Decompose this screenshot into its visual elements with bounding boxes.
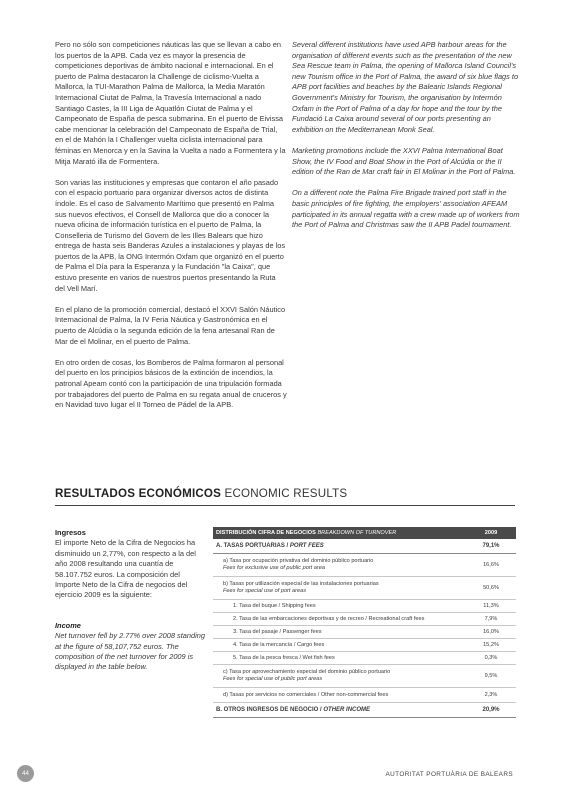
table-header-label: DISTRIBUCIÓN CIFRA DE NEGOCIOS BREAKDOWN OF TURNOVER	[216, 530, 397, 536]
section-heading	[55, 487, 515, 500]
paragraph: Pero no sólo son competiciones náuticas las que se llevan a cabo en los puertos de la APB. Cada vez es mayor la presencia de competiciones deportivas de ámbito nacional e internacional. En el puerto de Palma destacaron la Challenge de ciclismo-Vuelta a Mallorca, la TUI-Marathon Palma de Mallorca, la Media Maratón Internacional Ciutat de Palma, la Travesía Internacional a nado Santiago Castes, la III Liga de Aquatlón Ciutat de Palma y el Campeonato de España de pesca submarina. En el puerto de Eivissa cabe mencionar la celebración del Campeonato de España de Trial, en el de Mahón la I Challenger vuelta ciclista internacional para féminas en Menorca y en la Savina la Vuelta a nado a Formentera y la Mitja Marató illa de Formentera.	[55, 40, 286, 166]
english-text-column	[292, 40, 522, 241]
intro-heading-es: Ingresos	[55, 528, 86, 537]
table-row: 2. Tasa de las embarcaciones deportivas y de recreo / Recreational craft fees 7,9%	[213, 613, 516, 626]
section-title-es: RESULTADOS ECONÓMICOS	[55, 487, 222, 500]
intro-text-en: Net turnover fell by 2.77% over 2008 standing at the figure of 58,107,752 euros. The composition of the net turnover for 2009 is displayed in the table below.	[55, 631, 205, 672]
paragraph: En otro orden de cosas, los Bomberos de Palma formaron al personal del puerto en los principios básicos de la extinción de incendios, la patronal Apeam contó con la participación de una tripulación formada por trabajadores del puerto de Palma en su regata anual de cruceros y en Navidad tuvo lugar el II Torneo de Pádel de la APB.	[55, 357, 287, 410]
turnover-table	[213, 527, 516, 718]
paragraph: Several different institutions have used APB harbour areas for the organisation of different events such as the presentation of the new Sea Rescue team in Palma, the opening of Mallorca Island Council's new Tourism office in the Port of Palma, the award of six blue flags to APB port facilities and beaches by the Balearic Islands Regional Government's Ministry for Tourism, the organisation by Intermón Oxfam in the Port of Palma of a day for hope and the tour by the Fundació La Caixa around several of our ports presenting an exhibition on the Mediterranean Monk Seal.	[292, 40, 519, 134]
table-header-year: 2009	[484, 530, 498, 536]
section-title-en: ECONOMIC RESULTS	[224, 487, 348, 500]
table-row: b) Tasas por utilización especial de las instalaciones portuarias Fees for special use of port areas 50,6%	[213, 577, 516, 600]
intro-heading-en: Income	[55, 620, 81, 630]
footer-organization: AUTORITAT PORTUÀRIA DE BALEARS	[385, 771, 513, 778]
paragraph: Son varias las instituciones y empresas que contaron el año pasado con el espacio portuario para organizar diversos actos de distinta índole. Es el caso de Salvamento Marítimo que presentó en Palma sus nuevos efectivos, el Consell de Mallorca que dio a conocer la nueva oficina de información turística en el puerto de Palma, la Conselleria de Turismo del Govern de les Illes Balears que hizo entrega de hasta seis Banderas Azules a instalaciones y playas de los puertos de la APB, la ONG Intermón Oxfam que organizó en el puerto de Palma el Día para la Esperanza y la Fundación "la Caixa", que estuvo presente en varios de nuestros puertos presentando la Ruta del Vell Marí.	[55, 177, 286, 293]
paragraph: Marketing promotions include the XXVI Palma International Boat Show, the IV Food and Boat Show in the Port of Alcúdia or the II edition of the Ran de Mar craft fair in El Molinar in the Port of Palma.	[292, 145, 516, 177]
heading-divider	[55, 505, 515, 506]
paragraph: On a different note the Palma Fire Brigade trained port staff in the basic principles of fire fighting, the employers' association AFEAM participated in its annual regatta with a crew made up of workers from the Port of Palma and Christmas saw the II APB Padel tournament.	[292, 188, 520, 230]
table-row-other-income: B. OTROS INGRESOS DE NEGOCIO / OTHER INCOME 20,9%	[213, 703, 516, 718]
spanish-text-column	[55, 40, 287, 421]
table-row: 4. Tasa de la mercancía / Cargo fees 15,2%	[213, 639, 516, 652]
table-row: c) Tasa por aprovechamiento especial del dominio público portuario Fees for special use of public port areas 9,5%	[213, 665, 516, 688]
table-row: d) Tasas por servicios no comerciales / Other non-commercial fees 2,3%	[213, 688, 516, 703]
intro-text-es: El importe Neto de la Cifra de Negocios ha disminuido un 2,77%, con respecto a la del año 2008 resultando una cuantía de 58.107.752 euros. La composición del Importe Neto de la Cifra de negocios del ejercicio 2009 es la siguiente:	[55, 538, 196, 600]
table-row: a) Tasa por ocupación privativa del dominio público portuario Fees for exclusive use of public port area 16,6%	[213, 554, 516, 577]
table-row-port-fees: A. TASAS PORTUARIAS / PORT FEES 79,1%	[213, 539, 516, 554]
page-number: 44	[17, 765, 34, 782]
table-header	[213, 527, 516, 539]
table-row: 1. Tasa del buque / Shipping fees 11,3%	[213, 600, 516, 613]
table-row: 3. Tasa del pasaje / Passenger fees 16,0%	[213, 626, 516, 639]
table-row: 5. Tasa de la pesca fresca / Wet fish fees 0,3%	[213, 652, 516, 665]
income-intro	[55, 528, 205, 673]
paragraph: En el plano de la promoción comercial, destacó el XXVI Salón Náutico Internacional de Palma, la IV Feria Náutica y Gastronómica en el puerto de Alcúdia o la segunda edición de la fena artesanal Ran de Mar de el Molinar, en el puerto de Palma.	[55, 304, 286, 346]
